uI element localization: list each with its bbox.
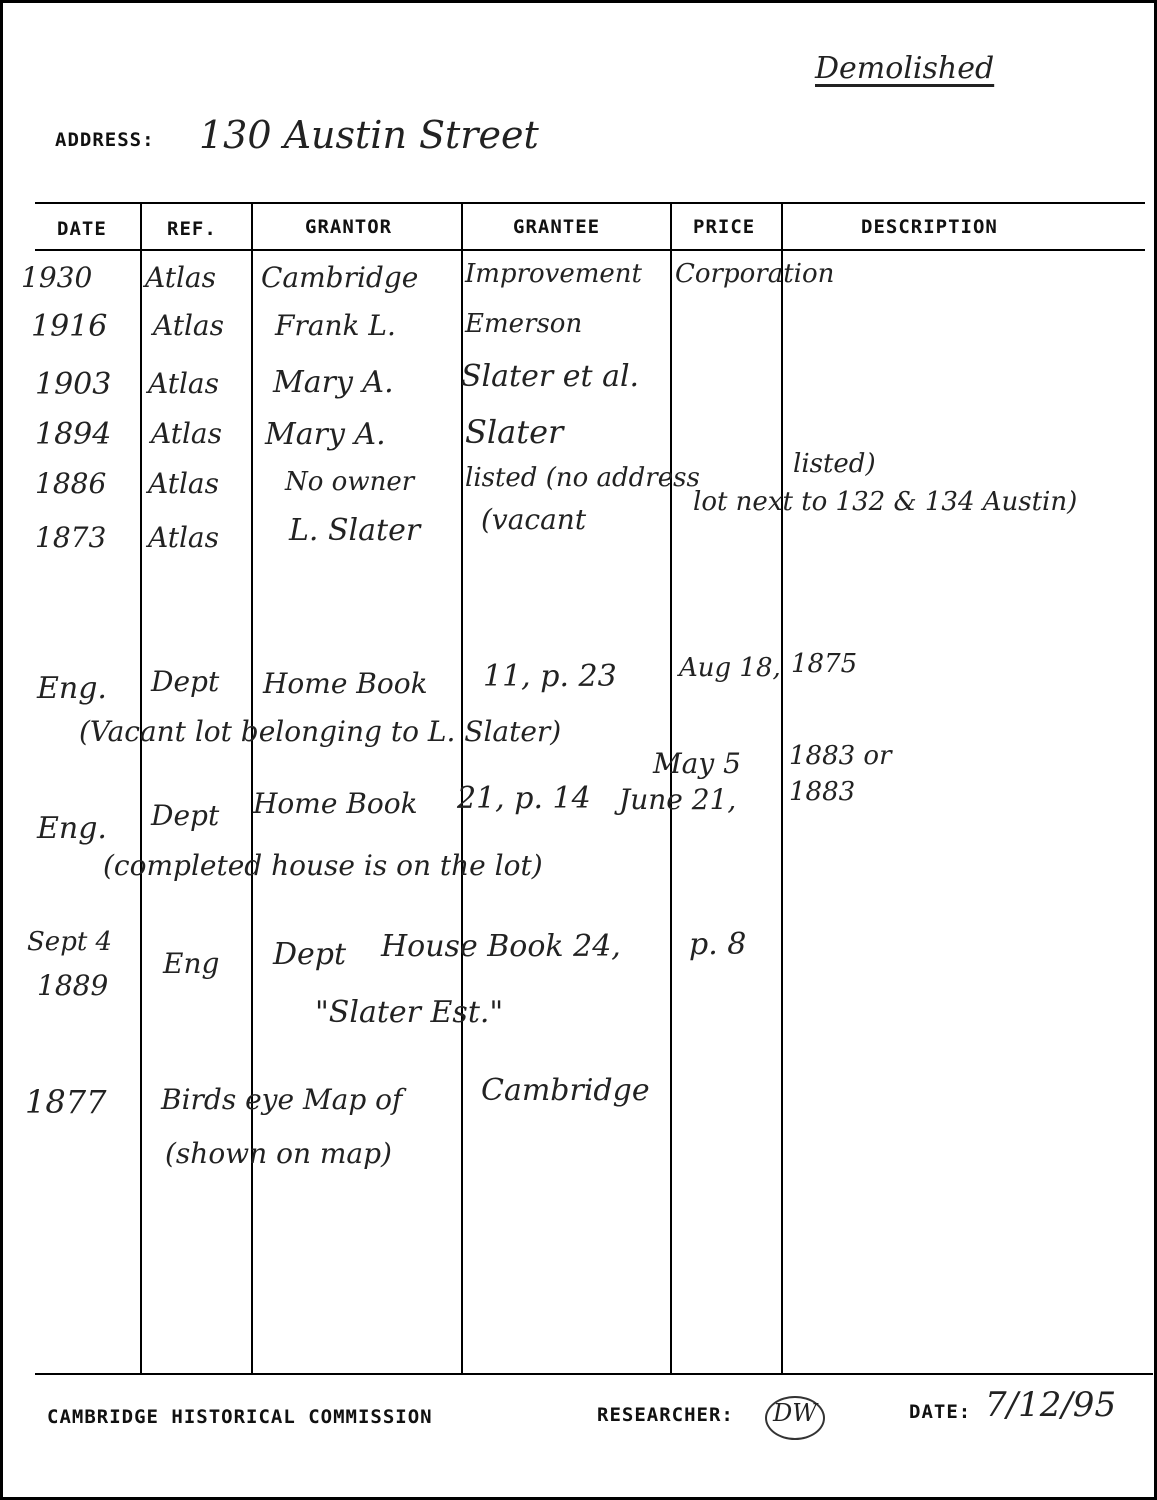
col-header-grantee: GRANTEE — [513, 216, 601, 238]
col-header-date: DATE — [57, 218, 107, 240]
atlas-row-grantee: Improvement — [465, 259, 642, 289]
eng3-grantor: Dept — [273, 937, 347, 972]
atlas-row-grantor: Cambridge — [261, 261, 419, 294]
atlas-row-date: 1886 — [35, 467, 107, 500]
atlas-row-date: 1903 — [35, 367, 112, 402]
date-label: DATE: — [909, 1401, 972, 1423]
col-header-ref: REF. — [167, 218, 217, 240]
atlas-row-date: 1916 — [31, 309, 108, 344]
atlas-row-grantor: Mary A. — [265, 417, 386, 452]
atlas-row-price-desc: lot next to 132 & 134 Austin) — [693, 487, 1078, 517]
atlas-row-grantee: listed (no address — [465, 463, 700, 493]
atlas-row-grantee: Slater — [465, 413, 564, 451]
eng3-ref: Eng — [163, 947, 220, 980]
eng3-note: "Slater Est." — [315, 995, 504, 1030]
atlas-row-price-desc: listed) — [793, 449, 876, 479]
eng2-alt-price: May 5 — [653, 747, 741, 780]
atlas-row-ref: Atlas — [151, 417, 222, 450]
atlas-row-price-desc: Corporation — [675, 259, 835, 289]
eng2-note: (completed house is on the lot) — [103, 849, 543, 882]
map-grantee: Cambridge — [481, 1073, 650, 1108]
footer-date: 7/12/95 — [985, 1385, 1117, 1425]
atlas-row-grantor: Frank L. — [275, 309, 396, 342]
eng2-alt-description: 1883 or — [789, 741, 892, 771]
atlas-row-date: 1873 — [35, 521, 107, 554]
atlas-row-grantee: (vacant — [481, 503, 587, 536]
atlas-row-ref: Atlas — [153, 309, 224, 342]
atlas-row-ref: Atlas — [145, 261, 216, 294]
atlas-row-grantor: Mary A. — [273, 365, 394, 400]
eng1-grantee: 11, p. 23 — [483, 659, 617, 694]
atlas-row-ref: Atlas — [148, 467, 219, 500]
col-header-description: DESCRIPTION — [861, 216, 998, 238]
atlas-row-grantee: Emerson — [465, 309, 583, 339]
eng2-date: Eng. — [37, 811, 107, 846]
col-divider-5 — [781, 203, 783, 1373]
col-header-price: PRICE — [693, 216, 756, 238]
eng1-description: 1875 — [791, 649, 858, 679]
eng1-note: (Vacant lot belonging to L. Slater) — [79, 715, 562, 748]
eng1-ref: Dept — [151, 665, 220, 698]
col-divider-1 — [140, 203, 142, 1373]
atlas-row-date: 1894 — [35, 417, 112, 452]
map-date: 1877 — [25, 1083, 107, 1121]
map-note: (shown on map) — [165, 1137, 392, 1170]
table-bottom-rule — [35, 1373, 1153, 1375]
atlas-row-date: 1930 — [21, 261, 93, 294]
atlas-row-grantor: No owner — [285, 467, 415, 497]
eng3-date-line1: Sept 4 — [27, 927, 113, 957]
footer-org: CAMBRIDGE HISTORICAL COMMISSION — [47, 1406, 433, 1428]
eng2-grantee: 21, p. 14 — [457, 781, 591, 816]
atlas-row-ref: Atlas — [148, 367, 219, 400]
eng2-grantor: Home Book — [253, 787, 418, 820]
eng2-price: June 21, — [619, 783, 737, 816]
eng2-ref: Dept — [151, 799, 220, 832]
eng2-description: 1883 — [789, 777, 856, 807]
researcher-initials: DW — [773, 1399, 817, 1427]
table-top-rule — [35, 202, 1145, 204]
atlas-row-grantee: Slater et al. — [461, 359, 640, 394]
eng1-date: Eng. — [37, 671, 107, 706]
address-value: 130 Austin Street — [199, 113, 539, 157]
map-ref: Birds eye Map of — [161, 1083, 403, 1116]
atlas-row-ref: Atlas — [148, 521, 219, 554]
col-header-grantor: GRANTOR — [305, 216, 393, 238]
demolished-note: Demolished — [815, 51, 995, 86]
eng1-grantor: Home Book — [263, 667, 428, 700]
eng1-price: Aug 18, — [679, 653, 781, 683]
researcher-label: RESEARCHER: — [597, 1404, 734, 1426]
table-header-rule — [35, 249, 1145, 251]
eng3-grantee: House Book 24, — [381, 929, 621, 964]
eng3-price: p. 8 — [689, 927, 747, 962]
address-label: ADDRESS: — [55, 129, 155, 151]
eng3-date-line2: 1889 — [37, 969, 109, 1002]
atlas-row-grantor: L. Slater — [289, 513, 421, 548]
